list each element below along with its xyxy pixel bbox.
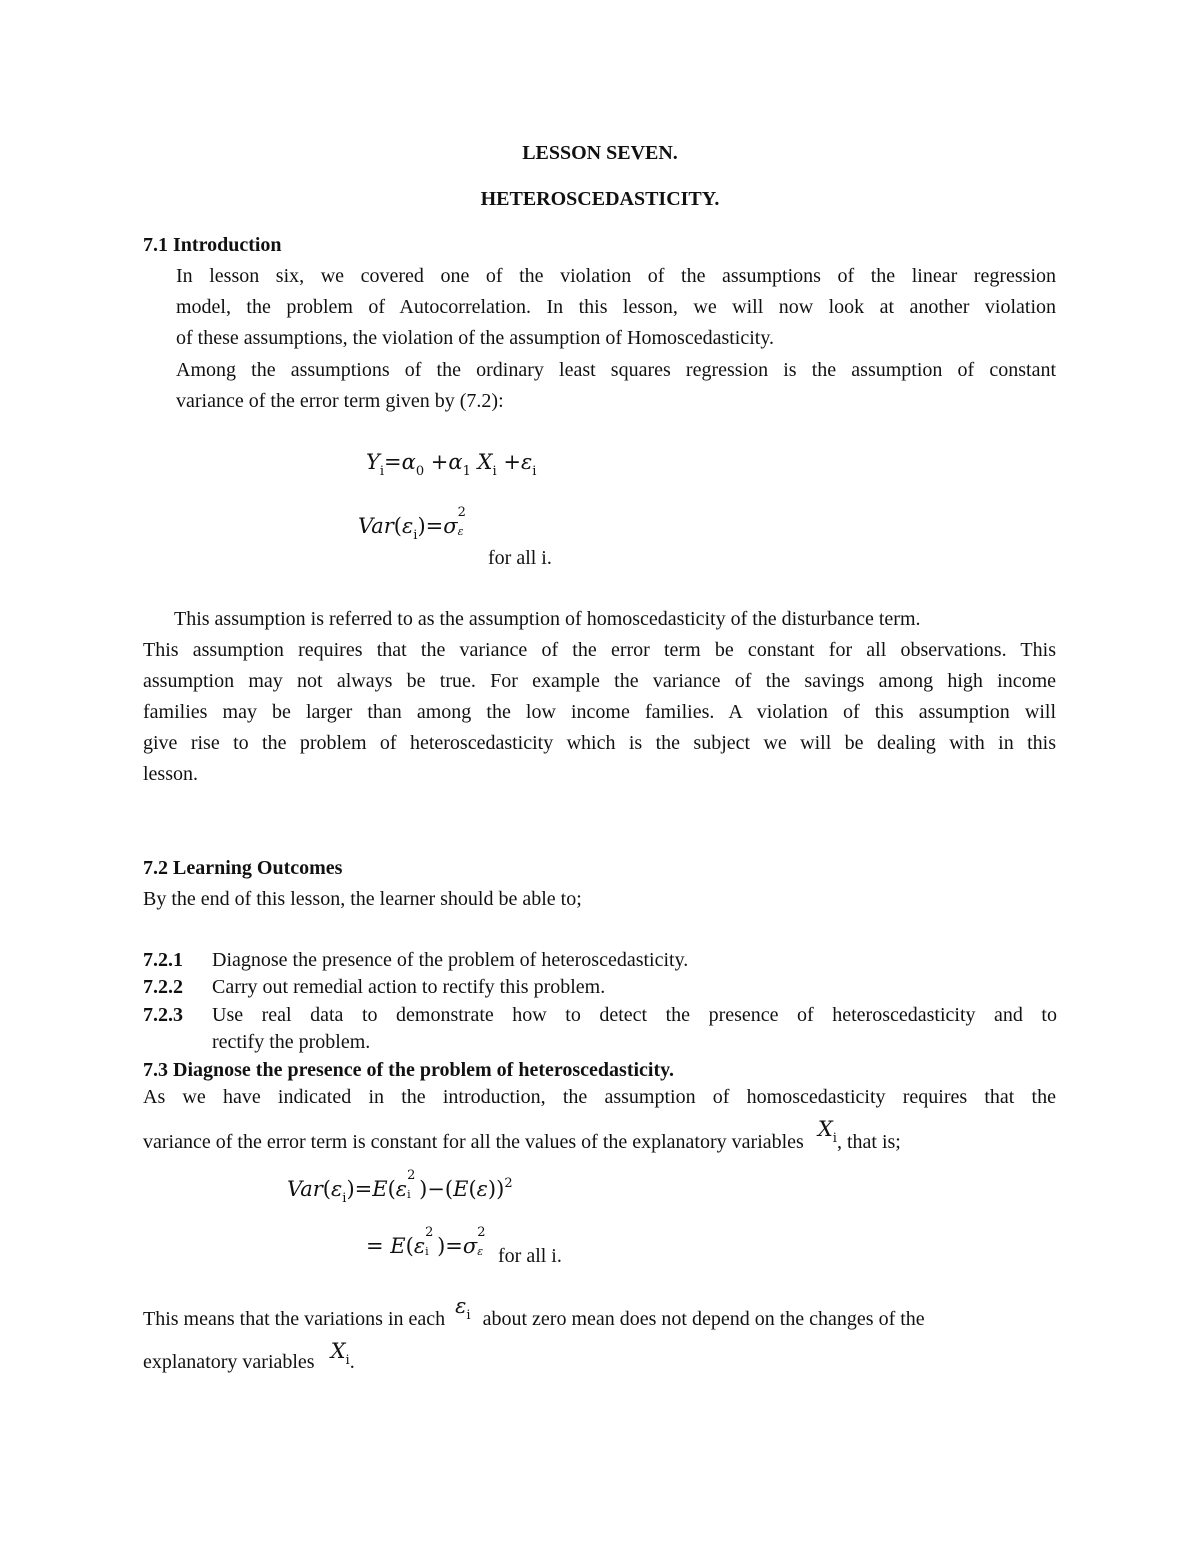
- outcome-text: Carry out remedial action to rectify this problem.: [212, 976, 606, 998]
- text-segment: explanatory variables: [143, 1351, 315, 1373]
- outcome-text: Diagnose the presence of the problem of heteroscedasticity.: [212, 949, 689, 971]
- text-segment: about zero mean does not depend on the changes of the: [482, 1308, 925, 1330]
- outcomes-lead: By the end of this lesson, the learner should be able to;: [143, 888, 582, 910]
- expected-square-equation: = E(ε 2 i )=σ 2 ε: [366, 1225, 486, 1258]
- diagnose-paragraph-2-line-1: [143, 1294, 925, 1337]
- text-line: In lesson six, we covered one of the violation of the assumptions of the linear regression: [176, 265, 1056, 287]
- text-line: This assumption is referred to as the assumption of homoscedasticity of the disturbance term.: [174, 608, 921, 630]
- outcome-number: 7.2.2: [143, 976, 183, 998]
- text-line: give rise to the problem of heteroscedasticity which is the subject we will be dealing with in this: [143, 732, 1056, 754]
- outcome-text-continued: rectify the problem.: [212, 1031, 371, 1053]
- outcome-text-block: [212, 1002, 1057, 1056]
- section-heading-introduction: 7.1 Introduction: [143, 234, 282, 256]
- epsilon-i-symbol: $\varepsilon_i$: [455, 1294, 471, 1323]
- section-heading-diagnose: 7.3 Diagnose the presence of the problem of heteroscedasticity.: [143, 1059, 675, 1081]
- text-line: assumption may not always be true. For example the variance of the savings among high income: [143, 670, 1056, 692]
- x-i-symbol: $X_i$: [817, 1117, 837, 1146]
- diagnose-paragraph-2-line-2: [143, 1339, 355, 1380]
- text-line: As we have indicated in the introduction, the assumption of homoscedasticity requires that the: [143, 1086, 1056, 1108]
- section-heading-learning-outcomes: 7.2 Learning Outcomes: [143, 857, 343, 879]
- text-line: of these assumptions, the violation of the assumption of Homoscedasticity.: [176, 327, 775, 349]
- outcome-text: Use real data to demonstrate how to detect the presence of heteroscedasticity and to: [212, 1004, 1057, 1026]
- text-segment: This means that the variations in each: [143, 1308, 446, 1330]
- regression-equation: $Y_i=\alpha_0 +\alpha_1$ $X_i +\varepsilon_i$: [366, 450, 537, 479]
- lesson-title: LESSON SEVEN.: [522, 142, 678, 164]
- outcome-number: 7.2.3: [143, 1004, 183, 1026]
- for-all-label: for all i.: [488, 547, 552, 569]
- intro-paragraph-1: [176, 261, 1056, 354]
- text-segment: .: [349, 1351, 355, 1373]
- for-all-label: for all i.: [498, 1245, 562, 1267]
- text-line: families may be larger than among the low income families. A violation of this assumption will: [143, 701, 1056, 723]
- lesson-subtitle: HETEROSCEDASTICITY.: [480, 188, 720, 210]
- text-segment: variance of the error term is constant for all the values of the explanatory variables: [143, 1131, 804, 1153]
- text-line: lesson.: [143, 763, 198, 785]
- x-i-symbol: $X_i$: [330, 1339, 350, 1368]
- diagnose-line-2: [143, 1117, 901, 1160]
- variance-equation: $Var(\varepsilon_i)=\sigma$ 2 ε: [358, 505, 466, 543]
- intro-paragraph-3: [143, 604, 1056, 790]
- text-segment: , that is;: [836, 1131, 901, 1153]
- text-line: variance of the error term given by (7.2):: [176, 390, 504, 412]
- text-line: This assumption requires that the variance of the error term be constant for all observations. This: [143, 639, 1056, 661]
- outcome-number: 7.2.1: [143, 949, 183, 971]
- text-line: model, the problem of Autocorrelation. In this lesson, we will now look at another violation: [176, 296, 1056, 318]
- intro-paragraph-2: [176, 355, 1056, 417]
- variance-expansion-equation: $Var(\varepsilon_i)=E(\varepsilon$ 2 i )$-(E(\varepsilon))^2$: [287, 1168, 513, 1206]
- diagnose-paragraph-1: [143, 1082, 1056, 1113]
- text-line: Among the assumptions of the ordinary least squares regression is the assumption of constant: [176, 359, 1056, 381]
